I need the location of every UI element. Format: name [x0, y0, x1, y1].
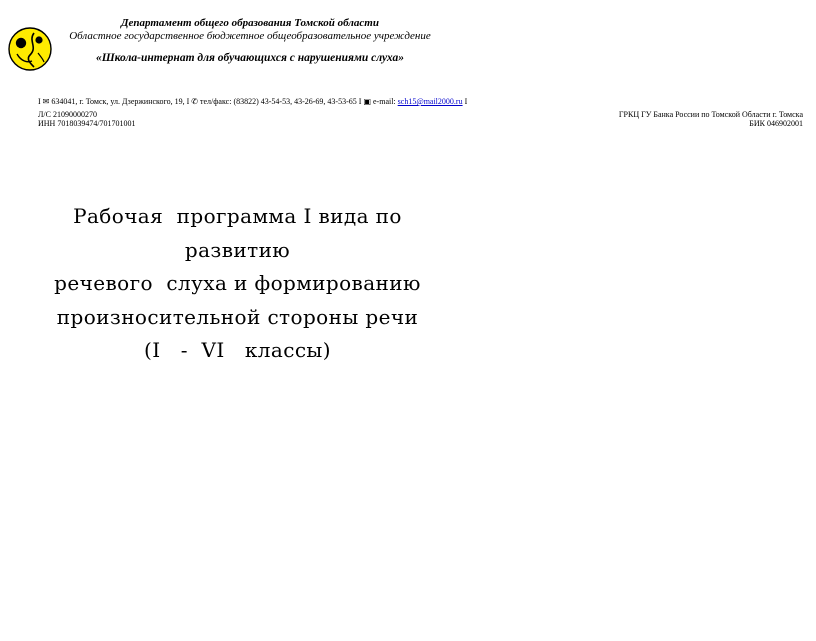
envelope-icon: ✉ — [42, 97, 50, 106]
department-name: Департамент общего образования Томской области — [121, 17, 379, 29]
title-line: (I - VI классы) — [144, 338, 331, 362]
bank-name: ГРКЦ ГУ Банка России по Томской Области г. Томска — [618, 110, 803, 119]
inn-number: ИНН 7018039474/701701001 — [38, 119, 136, 128]
title-line: Рабочая программа I вида по — [73, 204, 402, 228]
separator: I — [38, 97, 41, 106]
address: 634041, г. Томск, ул. Дзержинского, 19, — [51, 97, 185, 106]
phone-icon: ✆ — [191, 97, 198, 106]
contact-line — [38, 97, 467, 106]
institution-type: Областное государственное бюджетное общеобразовательное учреждение — [69, 30, 431, 42]
email-label: e-mail: — [373, 97, 396, 106]
school-name: «Школа-интернат для обучающихся с нарушениями слуха» — [95, 52, 405, 64]
mailbox-icon: ▣ — [363, 97, 371, 106]
phone: тел/факс: (83822) 43-54-53, 43-26-69, 43-53-65 — [199, 97, 357, 106]
email-link[interactable]: sch15@mail2000.ru — [397, 97, 463, 106]
title-line: речевого слуха и формированию — [54, 271, 421, 295]
separator: I — [186, 97, 190, 106]
title-line: развитию — [184, 237, 291, 262]
document-title — [10, 200, 465, 368]
school-logo — [8, 27, 52, 71]
separator: I — [464, 97, 468, 106]
separator: I — [358, 97, 362, 106]
bik-number: БИК 046902001 — [749, 119, 803, 128]
ls-number: Л/С 21090000270 — [38, 110, 97, 119]
title-line: произносительной стороны речи — [56, 304, 419, 329]
